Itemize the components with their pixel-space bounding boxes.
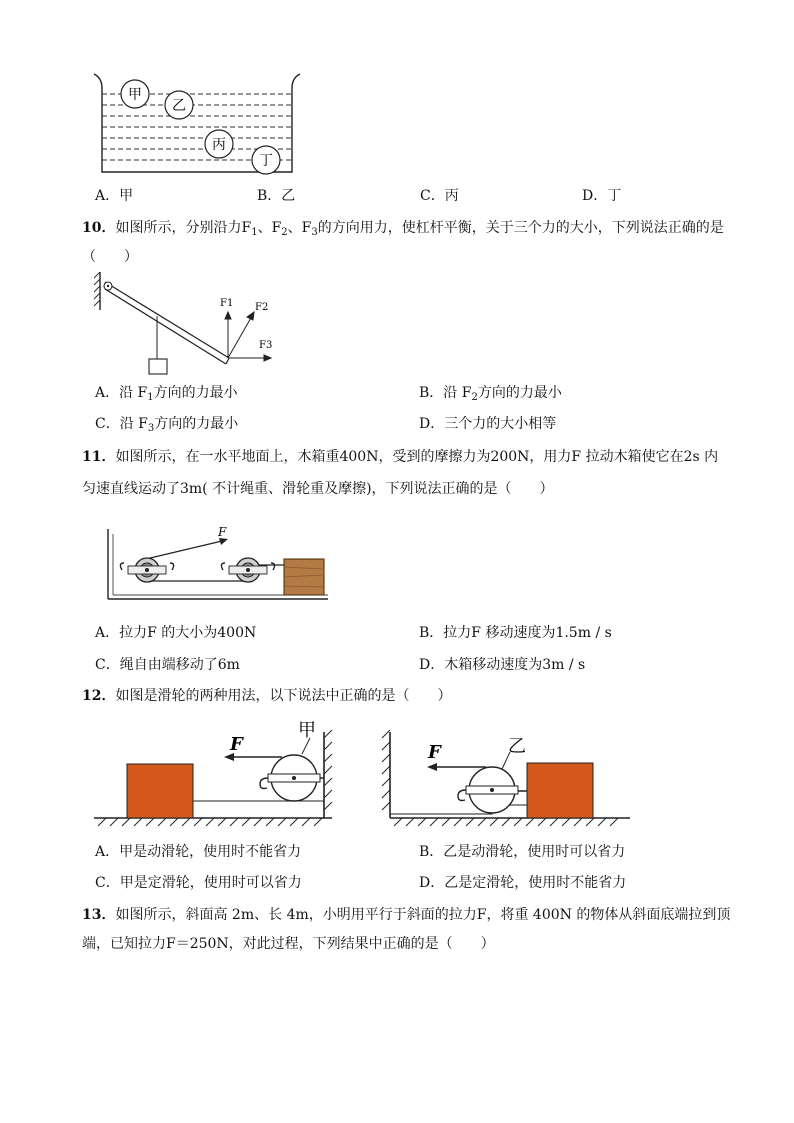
q13-stem-part: 如图所示，斜面高 2m、长 4m，小明用平行于斜面的拉力F，将重 400N 的物体从斜面底端拉到顶 [115,907,731,923]
ball-jia-label: 甲 [128,87,142,103]
q10-opt-text: 方向的力最小 [154,416,239,432]
q10-opt-sub: 2 [471,392,478,403]
q10-sub: 3 [311,227,318,238]
lever-figure [94,272,284,380]
q12-force-right: F [428,742,441,763]
lever-label-f2: F2 [255,302,269,313]
q11-number: 11． [82,449,116,465]
q10-stem-part: 、F [257,220,282,236]
q10-opt-text: A．沿 F [95,385,148,401]
q12-force-left: F [230,734,243,755]
q10-opt-text: 方向的力最小 [153,385,238,401]
q12-option-a[interactable]: A．甲是动滑轮，使用时不能省力 [95,844,302,860]
q11-option-c[interactable]: C．绳自由端移动了6m [95,657,240,673]
pulley-box-figure [102,525,332,605]
q10-stem-part: 如图所示，分别沿力F [115,220,252,236]
q11-option-d[interactable]: D．木箱移动速度为3m / s [419,657,586,673]
q13-number: 13． [82,907,116,923]
q12-option-c[interactable]: C．甲是定滑轮，使用时可以省力 [95,875,302,891]
q10-option-a[interactable] [95,383,238,408]
q9-option-d[interactable]: D．丁 [582,188,622,204]
q12-option-d[interactable]: D．乙是定滑轮，使用时不能省力 [419,875,627,891]
ball-ding-label: 丁 [259,153,273,169]
q9-option-b[interactable]: B．乙 [257,188,296,204]
q10-stem-part: 、F [287,220,312,236]
q10-stem-line2: （ ） [82,249,138,265]
q10-option-d[interactable]: D．三个力的大小相等 [419,416,557,432]
q10-stem-line1 [82,218,724,243]
q10-opt-text: B．沿 F [419,385,472,401]
q13-stem-line1 [82,905,730,925]
q10-opt-sub: 1 [147,392,154,403]
lever-label-f3: F3 [259,340,273,351]
q10-opt-text: C．沿 F [95,416,148,432]
lever-label-f1: F1 [220,298,234,309]
q13-stem-line2: 端，已知拉力F＝250N，对此过程，下列结果中正确的是（ ） [82,936,495,952]
q10-sub: 1 [251,227,258,238]
q11-stem-line2: 匀速直线运动了3m( 不计绳重、滑轮重及摩擦)，下列说法正确的是（ ） [82,481,554,497]
q12-option-b[interactable]: B．乙是动滑轮，使用时可以省力 [419,844,626,860]
q12-stem [82,686,451,706]
q10-opt-text: 方向的力最小 [477,385,562,401]
q9-option-a[interactable]: A．甲 [95,188,134,204]
q12-number: 12． [82,688,116,704]
q10-option-b[interactable] [419,383,562,408]
q11-option-b[interactable]: B．拉力F 移动速度为1.5m / s [419,625,612,641]
q10-number: 10． [82,220,116,236]
pulley-two-uses-figure [92,712,632,830]
q10-opt-sub: 3 [147,423,155,434]
q12-label-jia: 甲 [298,720,316,741]
q10-sub: 2 [281,227,288,238]
q11-option-a[interactable]: A．拉力F 的大小为400N [95,625,257,641]
q11-force-label: F [218,525,227,539]
q11-stem-part: 如图所示，在一水平地面上，木箱重400N，受到的摩擦力为200N，用力F 拉动木箱使它在2s 内 [115,449,719,465]
q10-option-c[interactable] [95,414,238,439]
q10-stem-part: 的方向用力，使杠杆平衡，关于三个力的大小，下列说法正确的是 [317,220,724,236]
q11-stem-line1 [82,447,718,467]
q12-label-yi: 乙 [508,736,526,757]
q9-option-c[interactable]: C．丙 [420,188,459,204]
ball-yi-label: 乙 [172,98,186,114]
beaker-figure [90,72,310,180]
q12-stem-part: 如图是滑轮的两种用法，以下说法中正确的是（ ） [115,688,452,704]
ball-bing-label: 丙 [212,137,226,153]
